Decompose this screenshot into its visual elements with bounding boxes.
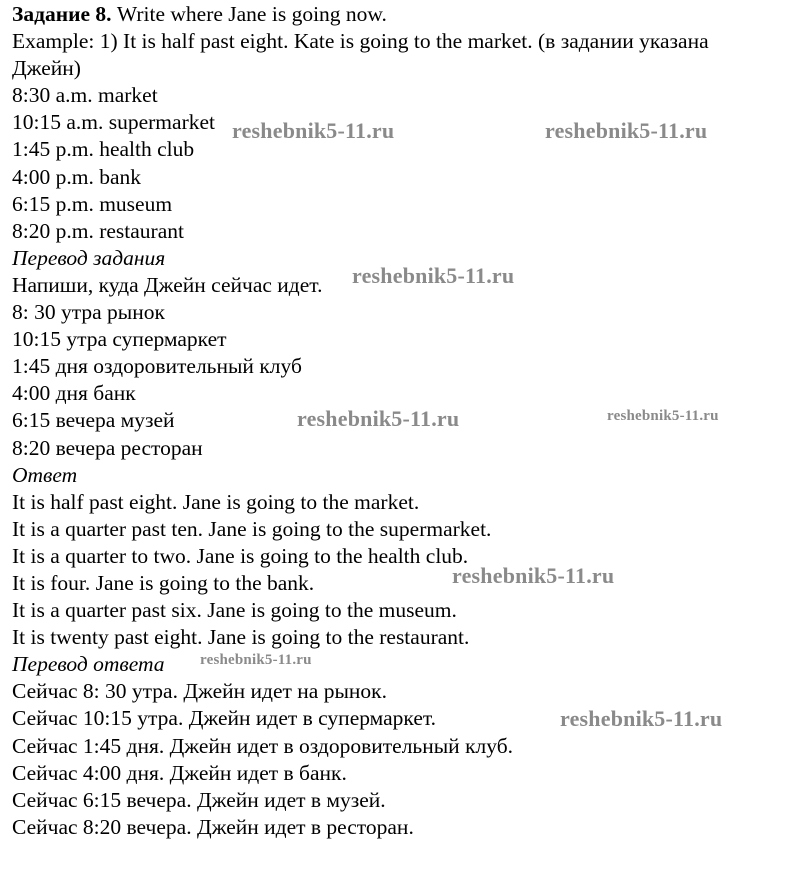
watermark: reshebnik5-11.ru	[352, 263, 515, 288]
schedule-item: 10:15 a.m. supermarket	[12, 110, 216, 135]
watermark: reshebnik5-11.ru	[452, 563, 615, 588]
schedule-item: 8:30 a.m. market	[12, 83, 158, 108]
schedule-item: 4:00 p.m. bank	[12, 164, 141, 189]
task-instruction: Write where Jane is going now.	[111, 2, 387, 26]
schedule-item: 8:20 p.m. restaurant	[12, 218, 184, 243]
translation-item: 1:45 дня оздоровительный клуб	[12, 354, 302, 379]
answer-line: It is a quarter past ten. Jane is going to the supermarket.	[12, 516, 492, 541]
schedule-item: 6:15 p.m. museum	[12, 191, 173, 216]
translation-heading: Перевод задания	[12, 245, 166, 270]
watermark: reshebnik5-11.ru	[545, 118, 708, 143]
answer-translation-line: Сейчас 6:15 вечера. Джейн идет в музей.	[12, 787, 386, 812]
answer-translation-line: Сейчас 1:45 дня. Джейн идет в оздоровительный клуб.	[12, 733, 514, 758]
schedule-item: 1:45 p.m. health club	[12, 137, 195, 162]
translation-item: 4:00 дня банк	[12, 381, 136, 406]
task-example: Example: 1) It is half past eight. Kate is going to the market. (в задании указана Джейн)	[12, 29, 709, 81]
answer-translation-line: Сейчас 10:15 утра. Джейн идет в супермаркет.	[12, 706, 437, 731]
translation-item: 10:15 утра супермаркет	[12, 327, 227, 352]
watermark: reshebnik5-11.ru	[607, 408, 719, 424]
translation-item: 8: 30 утра рынок	[12, 300, 165, 325]
task-header	[12, 1, 782, 28]
answer-line: It is half past eight. Jane is going to the market.	[12, 489, 420, 514]
answer-line: It is twenty past eight. Jane is going to the restaurant.	[12, 625, 470, 650]
answer-line: It is a quarter past six. Jane is going to the museum.	[12, 598, 457, 623]
watermark: reshebnik5-11.ru	[232, 118, 395, 143]
answer-translation-heading: Перевод ответа	[12, 652, 165, 677]
answer-translation-line: Сейчас 4:00 дня. Джейн идет в банк.	[12, 760, 347, 785]
task-label: Задание 8.	[12, 2, 112, 26]
translation-item: 8:20 вечера ресторан	[12, 435, 203, 460]
translation-instruction: Напиши, куда Джейн сейчас идет.	[12, 272, 323, 297]
answer-line: It is a quarter to two. Jane is going to the health club.	[12, 543, 469, 568]
answer-line: It is four. Jane is going to the bank.	[12, 570, 315, 595]
answer-heading: Ответ	[12, 462, 78, 487]
translation-item: 6:15 вечера музей	[12, 408, 175, 433]
watermark: reshebnik5-11.ru	[560, 706, 723, 731]
answer-translation-line: Сейчас 8: 30 утра. Джейн идет на рынок.	[12, 679, 387, 704]
answer-translation-line: Сейчас 8:20 вечера. Джейн идет в ресторан.	[12, 814, 414, 839]
watermark: reshebnik5-11.ru	[200, 652, 312, 668]
watermark: reshebnik5-11.ru	[297, 406, 460, 431]
